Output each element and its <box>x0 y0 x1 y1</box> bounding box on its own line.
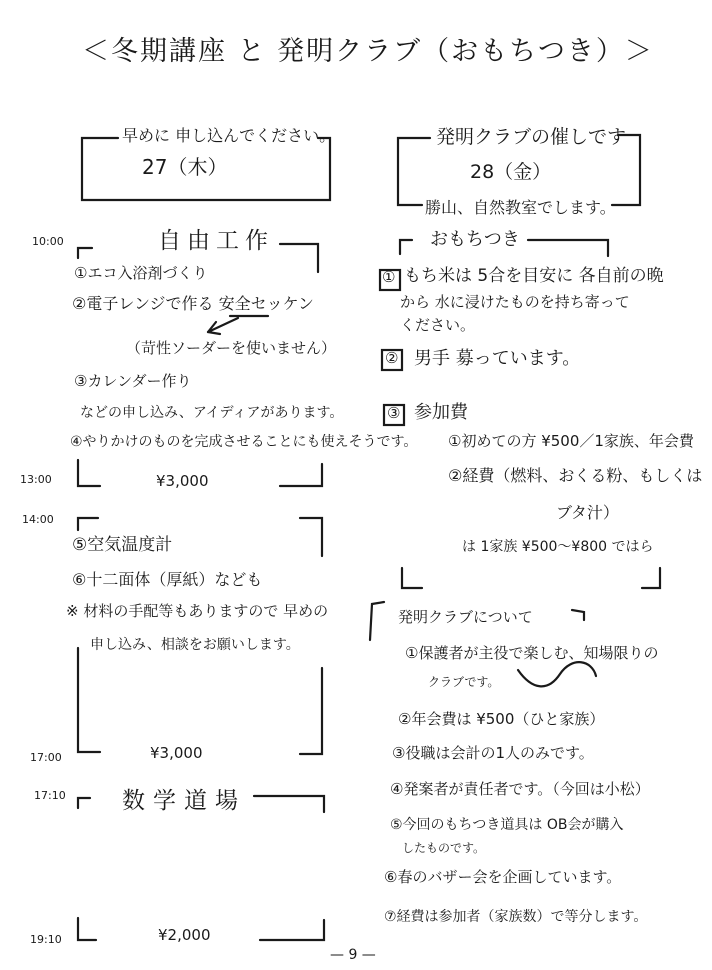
section2-bracket-top-right <box>300 518 322 556</box>
club-item-3: ②年会費は ¥500（ひと家族） <box>398 710 605 728</box>
club-title: 発明クラブについて <box>398 608 533 626</box>
section1-bracket-right <box>280 244 318 272</box>
page-title: ＜冬期講座 と 発明クラブ（おもちつき）＞ <box>82 36 654 67</box>
club-item-8: ⑥春のバザー会を企画しています。 <box>384 868 622 886</box>
section2-item-4: 申し込み、相談をお願いします。 <box>90 637 300 653</box>
apply-box-date: 27（木） <box>142 155 228 179</box>
section3-title: 数学道場 <box>122 788 246 814</box>
section1-item-5: などの申し込み、アイディアがあります。 <box>80 405 344 421</box>
fee-1: ①初めての方 ¥500／1家族、年会費 <box>448 432 694 450</box>
mochi-bracket-right <box>528 240 608 256</box>
mochi-item2-text: 男手 募っています。 <box>414 348 581 369</box>
right-box-date: 28（金） <box>470 161 552 183</box>
club-item-7: したものです。 <box>402 841 486 855</box>
section3-bracket-left <box>78 798 90 808</box>
mochi-item1-text-a: もち米は 5合を目安に 各自前の晩 <box>404 266 664 286</box>
fee-2b: ブタ汁） <box>556 503 619 522</box>
time-1400: 14:00 <box>22 513 54 526</box>
mochi-item3-text: 参加費 <box>414 402 468 423</box>
time-1000: 10:00 <box>32 235 64 248</box>
section1-title: 自由工作 <box>158 228 274 254</box>
section2-item-2: ⑥十二面体（厚紙）なども <box>72 570 263 589</box>
apply-box-label: 早めに 申し込んでください。 <box>122 126 336 145</box>
price-2: ¥3,000 <box>150 744 203 762</box>
section1-item-6: ④やりかけのものを完成させることにも使えそうです。 <box>70 434 418 450</box>
time-1910: 19:10 <box>30 933 62 946</box>
fee-bracket-right <box>642 568 660 588</box>
club-item-6: ⑤今回のもちつき道具は OB会が購入 <box>390 817 624 833</box>
section3-bracket-bottom-left <box>78 918 96 940</box>
time-1710: 17:10 <box>34 789 66 802</box>
club-bracket-left <box>370 602 384 640</box>
time-1700: 17:00 <box>30 751 62 764</box>
section1-item-2: ②電子レンジで作る 安全セッケン <box>72 294 314 313</box>
right-box-title: 発明クラブの催しです <box>436 126 627 148</box>
club-item-2: クラブです。 <box>428 675 500 689</box>
right-box-place: 勝山、自然教室でします。 <box>425 198 616 217</box>
section1-bracket-left <box>78 248 92 258</box>
section2-bracket-bottom-right <box>300 668 322 754</box>
mochi-bracket-left <box>400 240 412 254</box>
club-item-1: ①保護者が主役で楽しむ、知場限りの <box>405 644 659 662</box>
section3-bracket-right <box>254 796 324 812</box>
section2-item-3: ※ 材料の手配等もありますので 早めの <box>66 602 329 620</box>
section1-bracket-bottom-right <box>280 464 322 486</box>
fee-2c: は 1家族 ¥500〜¥800 ではら <box>462 539 654 555</box>
price-3: ¥2,000 <box>158 926 211 944</box>
club-item-9: ⑦経費は参加者（家族数）で等分します。 <box>384 909 648 925</box>
price-1: ¥3,000 <box>156 472 209 490</box>
section1-bracket-bottom-left <box>78 460 100 486</box>
section1-item-4: ③カレンダー作り <box>74 372 192 390</box>
section2-bracket-bottom-left <box>78 648 100 752</box>
club-bracket-right <box>572 610 584 620</box>
section2-item-1: ⑤空気温度計 <box>72 535 173 555</box>
mochi-item1-text-b: から 水に浸けたものを持ち寄って <box>400 293 630 311</box>
club-item-4: ③役職は会計の1人のみです。 <box>392 744 594 762</box>
right-box-frame-left <box>398 138 430 205</box>
fee-bracket-left <box>402 568 422 588</box>
section1-item-3: （苛性ソーダーを使いません） <box>126 339 337 357</box>
page-number: — 9 — <box>330 947 376 963</box>
club-item-5: ④発案者が責任者です。（今回は小松） <box>390 780 650 798</box>
section3-bracket-bottom-right <box>260 920 324 940</box>
section1-item-1: ①エコ入浴剤づくり <box>74 264 208 282</box>
mochi-item2-label: ② <box>385 349 399 367</box>
mochi-item1-label: ① <box>382 268 396 286</box>
mochi-title: おもちつき <box>430 229 520 250</box>
time-1300: 13:00 <box>20 473 52 486</box>
club-curl <box>518 662 596 686</box>
section2-bracket-top-left <box>78 518 98 530</box>
mochi-item3-label: ③ <box>387 404 401 422</box>
mochi-item1-text-c: ください。 <box>400 316 476 334</box>
fee-2a: ②経費（燃料、おくる粉、もしくは <box>448 466 703 485</box>
